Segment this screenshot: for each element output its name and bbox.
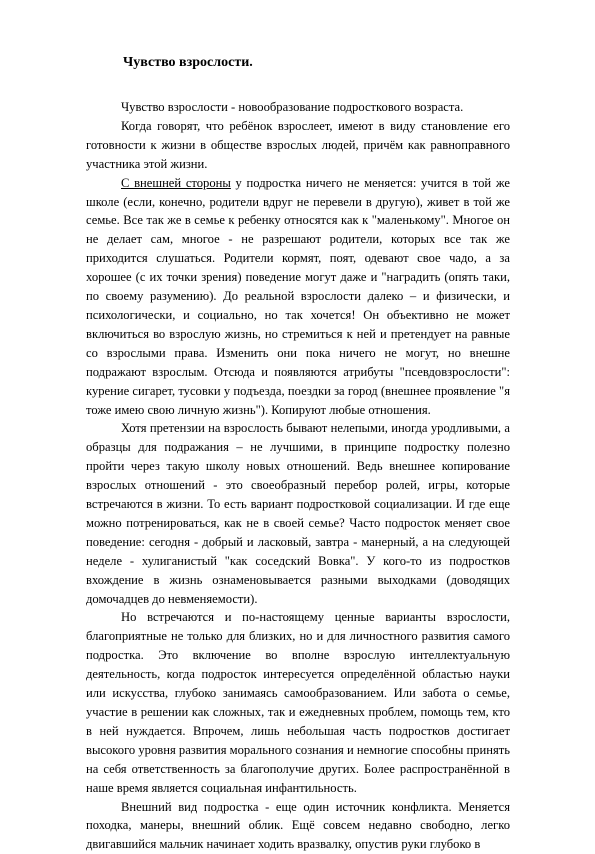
page-title: Чувство взрослости. [123, 55, 253, 70]
document-body [86, 98, 510, 854]
paragraph-3: Хотя претензии на взрослость бывают нелепыми, иногда уродливыми, а образцы для подражания – не лучшими, в принципе подростку полезно пройти через такую школу новых отношений. Ведь внешнее копирование взрослых отношений - это своеобразный перебор ролей, игры, которые встречаются в жизни. То есть вариант подростковой социализации. И где еще можно потренироваться, как не в своей семье? Часто подросток меняет свое поведение: сегодня - добрый и ласковый, завтра - манерный, а на следующей неделе - хулиганистый "как соседский Вовка". У кого-то из подростков вхождение в жизнь ознаменовывается разными выходками (доводящих домочадцев до невменяемости). [86, 421, 510, 606]
paragraph-4: Но встречаются и по-настоящему ценные варианты взрослости, благоприятные не только для близких, но и для личностного развития самого подростка. Это включение во вполне взрослую интеллектуальную деятельность, когда подросток интересуется определённой областью науки или искусства, глубоко занимаясь самообразованием. Или забота о семье, участие в решении как сложных, так и ежедневных проблем, помощь тем, кто в ней нуждается. Впрочем, лишь небольшая часть подростков достигает высокого уровня развития морального сознания и немногие способны принять на себя ответственность за благополучие других. Более распространённой в наше время является социальная инфантильность. [86, 610, 510, 795]
paragraph-5: Внешний вид подростка - еще один источник конфликта. Меняется походка, манеры, внешний облик. Ещё совсем недавно свободно, легко двигавшийся мальчик начинает ходить вразвалку, опустив руки глубоко в [86, 799, 510, 852]
paragraph-2 [86, 174, 510, 420]
intro-paragraph: Чувство взрослости - новообразование подросткового возраста. [121, 100, 464, 114]
underlined-phrase: С внешней стороны [121, 175, 231, 190]
paragraph-1: Когда говорят, что ребёнок взрослеет, имеют в виду становление его готовности к жизни в обществе взрослых людей, причём как равноправного участника этой жизни. [86, 118, 510, 171]
paragraph-2-text: у подростка ничего не меняется: учится в той же школе (если, конечно, родители вдруг не перевели в другую), живет в той же семье. Все так же в семье к ребенку относятся как к "маленькому". Многое он не делает сам, многое - не разрешают родители, которых все так же приходится слушаться. Родители кормят, поят, одевают свое чадо, а за хорошее (с их точки зрения) поведение могут даже и "наградить (опять таки, по своему разумению). До реальной взрослости далеко – и физически, и психологически, и социально, но так хочется! Он объективно не может включиться во взрослую жизнь, но стремиться к ней и претендует на равные со взрослыми права. Изменить они пока ничего не могут, но внешне подражают взрослым. Отсюда и появляются атрибуты "псевдовзрослости": курение сигарет, тусовки у подъезда, поездки за город (внешнее проявление "я тоже имею свою личную жизнь"). Копируют любые отношения. [86, 175, 510, 417]
